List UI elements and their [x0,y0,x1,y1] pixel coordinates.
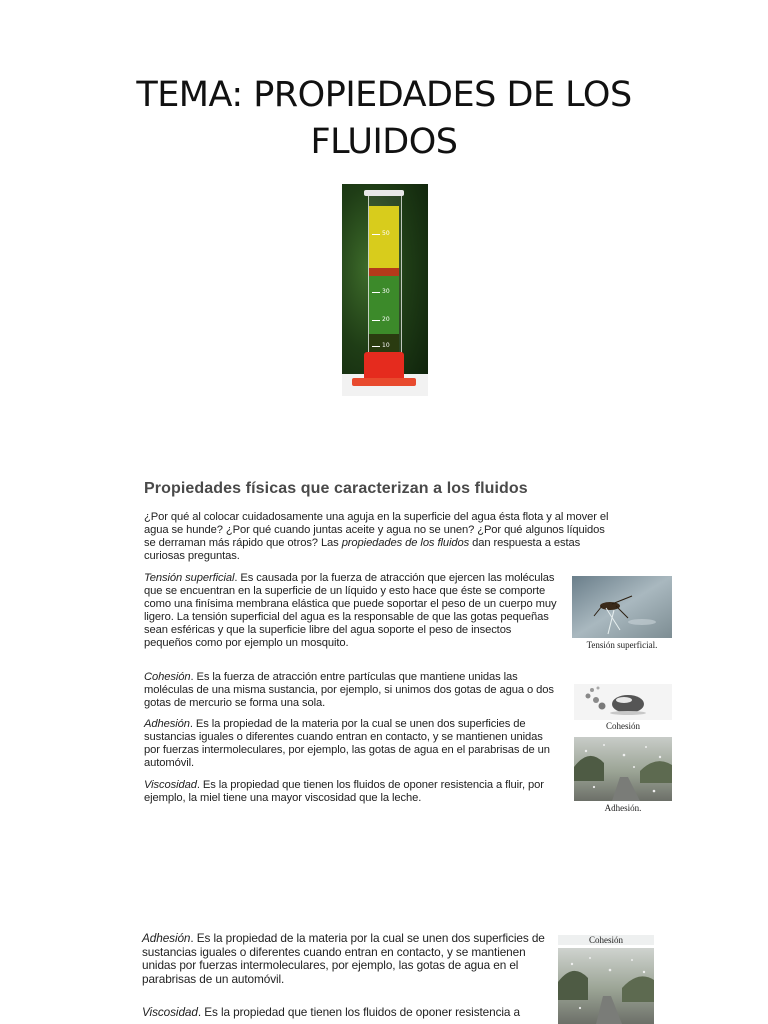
caption-cohesion-repeat: Cohesión [558,935,654,945]
cohesion-paragraph: Cohesión. Es la fuerza de atracción entre partículas que mantiene unidas las moléculas de una misma sustancia, por ejemplo, si unimos dos gotas de agua o dos gotas de mercurio se forma una sola. [144,671,554,709]
scale-mark-20: 20 [382,316,390,323]
caption-tension: Tensión superficial. [586,640,658,650]
title-line-1: TEMA: PROPIEDADES DE LOS [136,75,632,115]
tension-paragraph: Tensión superficial. Es causada por la fuerza de atracción que ejercen las moléculas que se encuentran en la superficie de un líquido y esto hace que éste se comporte como una finísima membrana elástica que puede soportar el peso de un cuerpo muy ligero. La tensión superficial del agua es la responsable de que las gotas pequeñas sean esféricas y que la superficie libre del agua soporte el peso de insectos pequeños como por ejemplo un mosquito. [144,572,557,649]
adhesion-thumbnail-repeat [558,948,654,1024]
viscosity-paragraph: Viscosidad. Es la propiedad que tienen los fluidos de oponer resistencia a fluir, por ejemplo, la miel tiene una mayor viscosidad que la leche. [144,779,544,804]
viscosity-paragraph-repeat: Viscosidad. Es la propiedad que tienen los fluidos de oponer resistencia a [142,1005,521,1019]
cohesion-thumbnail [574,684,672,720]
section-heading: Propiedades físicas que caracterizan a los fluidos [144,480,528,497]
caption-adhesion: Adhesión. [604,803,642,813]
graduated-cylinder-image [342,184,428,396]
scale-mark-30: 30 [382,288,390,295]
title-line-2: FLUIDOS [310,122,458,162]
scale-mark-10: 10 [382,342,390,349]
page-title [0,72,768,166]
caption-cohesion: Cohesión [605,721,640,731]
adhesion-thumbnail [574,737,672,801]
scale-mark-50: 50 [382,230,390,237]
adhesion-paragraph: Adhesión. Es la propiedad de la materia por la cual se unen dos superficies de sustancias iguales o diferentes cuando entran en contacto, y se mantienen unidas por fuerzas intermoleculares, por ejemplo, las gotas de agua en el parabrisas de un automóvil. [144,718,550,769]
adhesion-paragraph-repeat: Adhesión. Es la propiedad de la materia por la cual se unen dos superficies de sustancias iguales o diferentes cuando entran en contacto, y se mantienen unidas por fuerzas intermoleculares, por ejemplo, las gotas de agua en el parabrisas de un automóvil. [142,931,545,986]
intro-paragraph: ¿Por qué al colocar cuidadosamente una aguja en la superficie del agua ésta flota y al mover el agua se hunde? ¿Por qué cuando juntas aceite y agua no se unen? ¿Por qué algunos líquidos se derraman más rápido que otros? Las propiedades de los fluidos dan respuesta a estas curiosas preguntas. [144,511,609,562]
tension-thumbnail [572,576,672,638]
